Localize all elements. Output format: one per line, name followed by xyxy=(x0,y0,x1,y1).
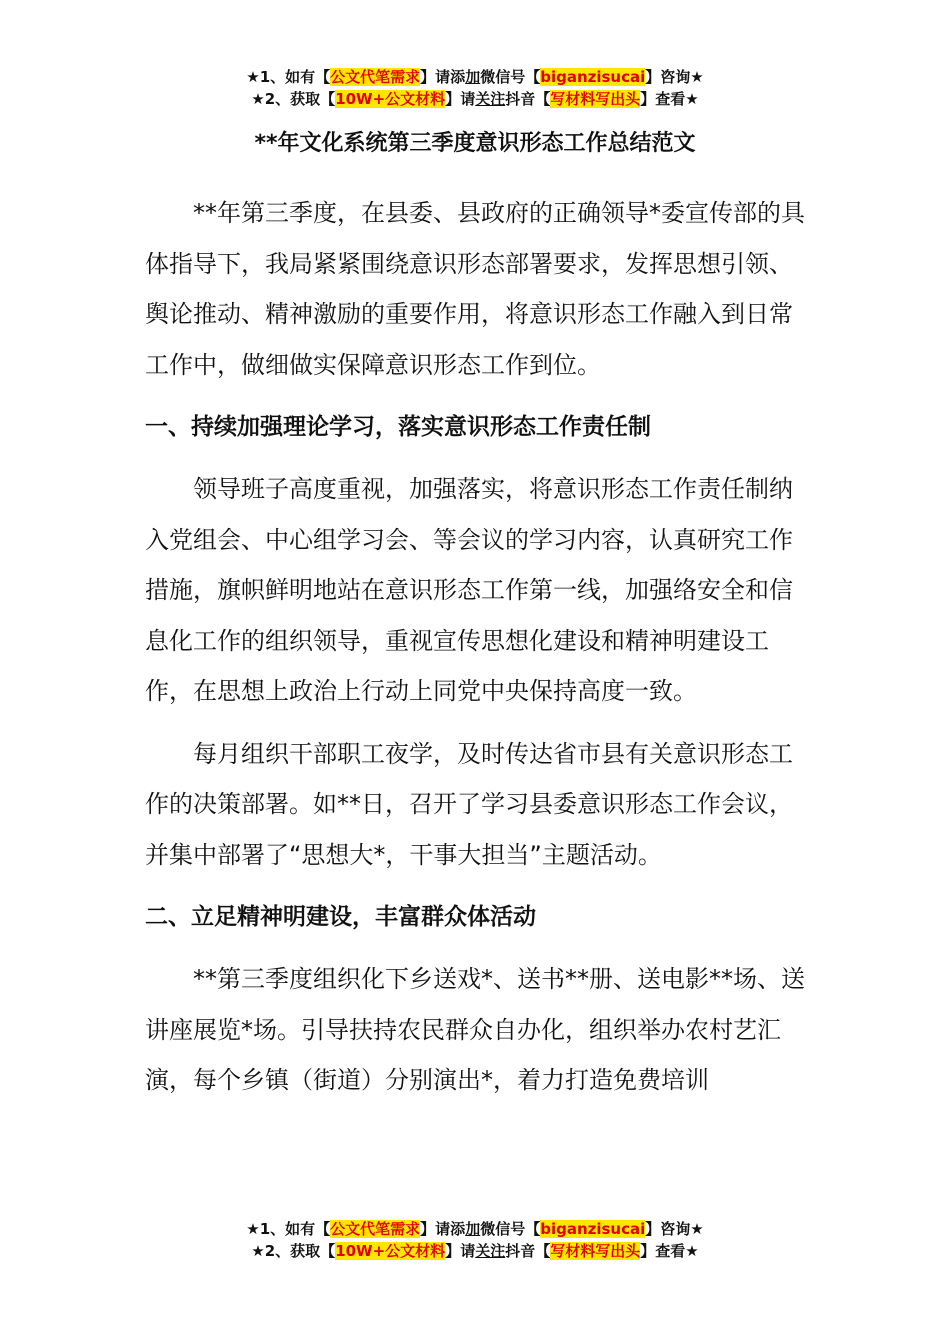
banner-underline: 关注 xyxy=(475,1242,506,1260)
banner-underline: 加 xyxy=(465,68,481,86)
banner-text: ★2、获取【 xyxy=(251,1242,336,1260)
section-2-paragraph-1: **第三季度组织化下乡送戏*、送书**册、送电影**场、送讲座展览*场。引导扶持农民群众自办化，组织举办农村艺汇演，每个乡镇（街道）分别演出*，着力打造免费培训 xyxy=(145,965,805,1094)
banner-highlight: 公文代笔需求 xyxy=(330,1220,421,1238)
document-body xyxy=(145,188,807,1118)
banner-highlight: 10W+公文材料 xyxy=(335,90,446,108)
banner-text: 】请 xyxy=(445,90,476,108)
banner-text: 】请 xyxy=(445,1242,476,1260)
banner-text: 】请添 xyxy=(420,68,466,86)
section-1-paragraph-2: 每月组织干部职工夜学，及时传达省市县有关意识形态工作的决策部署。如**日，召开了学习县委意识形态工作会议，并集中部署了“思想大*，干事大担当”主题活动。 xyxy=(145,739,793,869)
banner-text: ★1、如有【 xyxy=(246,1220,331,1238)
header-banner xyxy=(0,66,950,110)
banner-text: ★1、如有【 xyxy=(246,68,331,86)
section-1-paragraph-1: 领导班子高度重视，加强落实，将意识形态工作责任制纳入党组会、中心组学习会、等会议的学习内容，认真研究工作措施，旗帜鲜明地站在意识形态工作第一线，加强络安全和信息化工作的组织领导，重视宣传思想化建设和精神明建设工作，在思想上政治上行动上同党中央保持高度一致。 xyxy=(145,475,793,705)
banner-underline: 加 xyxy=(465,1220,481,1238)
banner-text: 微信号【 xyxy=(480,1220,541,1238)
header-banner-line-2 xyxy=(0,88,950,110)
banner-text: 微信号【 xyxy=(480,68,541,86)
banner-highlight: 10W+公文材料 xyxy=(335,1242,446,1260)
footer-banner xyxy=(0,1218,950,1262)
banner-wechat-id: biganzisucai xyxy=(540,1220,646,1238)
footer-banner-line-2 xyxy=(0,1240,950,1262)
document-title: **年文化系统第三季度意识形态工作总结范文 xyxy=(254,131,696,156)
section-2-heading: 二、立足精神明建设，丰富群众体活动 xyxy=(145,904,536,930)
banner-text: 】查看★ xyxy=(640,90,699,108)
banner-text: 】请添 xyxy=(420,1220,466,1238)
banner-text: 】咨询★ xyxy=(645,1220,704,1238)
banner-text: 】咨询★ xyxy=(645,68,704,86)
banner-text: ★2、获取【 xyxy=(251,90,336,108)
banner-highlight: 公文代笔需求 xyxy=(330,68,421,86)
banner-douyin-id: 写材料写出头 xyxy=(550,1242,641,1260)
banner-douyin-id: 写材料写出头 xyxy=(550,90,641,108)
header-banner-line-1 xyxy=(0,66,950,88)
banner-underline: 关注 xyxy=(475,90,506,108)
intro-paragraph: **年第三季度，在县委、县政府的正确领导*委宣传部的具体指导下，我局紧紧围绕意识形态部署要求，发挥思想引领、舆论推动、精神激励的重要作用，将意识形态工作融入到日常工作中，做细做实保障意识形态工作到位。 xyxy=(145,199,805,379)
banner-wechat-id: biganzisucai xyxy=(540,68,646,86)
section-1-heading: 一、持续加强理论学习，落实意识形态工作责任制 xyxy=(145,414,651,440)
banner-text: 】查看★ xyxy=(640,1242,699,1260)
banner-text: 抖音【 xyxy=(505,1242,551,1260)
footer-banner-line-1 xyxy=(0,1218,950,1240)
banner-text: 抖音【 xyxy=(505,90,551,108)
